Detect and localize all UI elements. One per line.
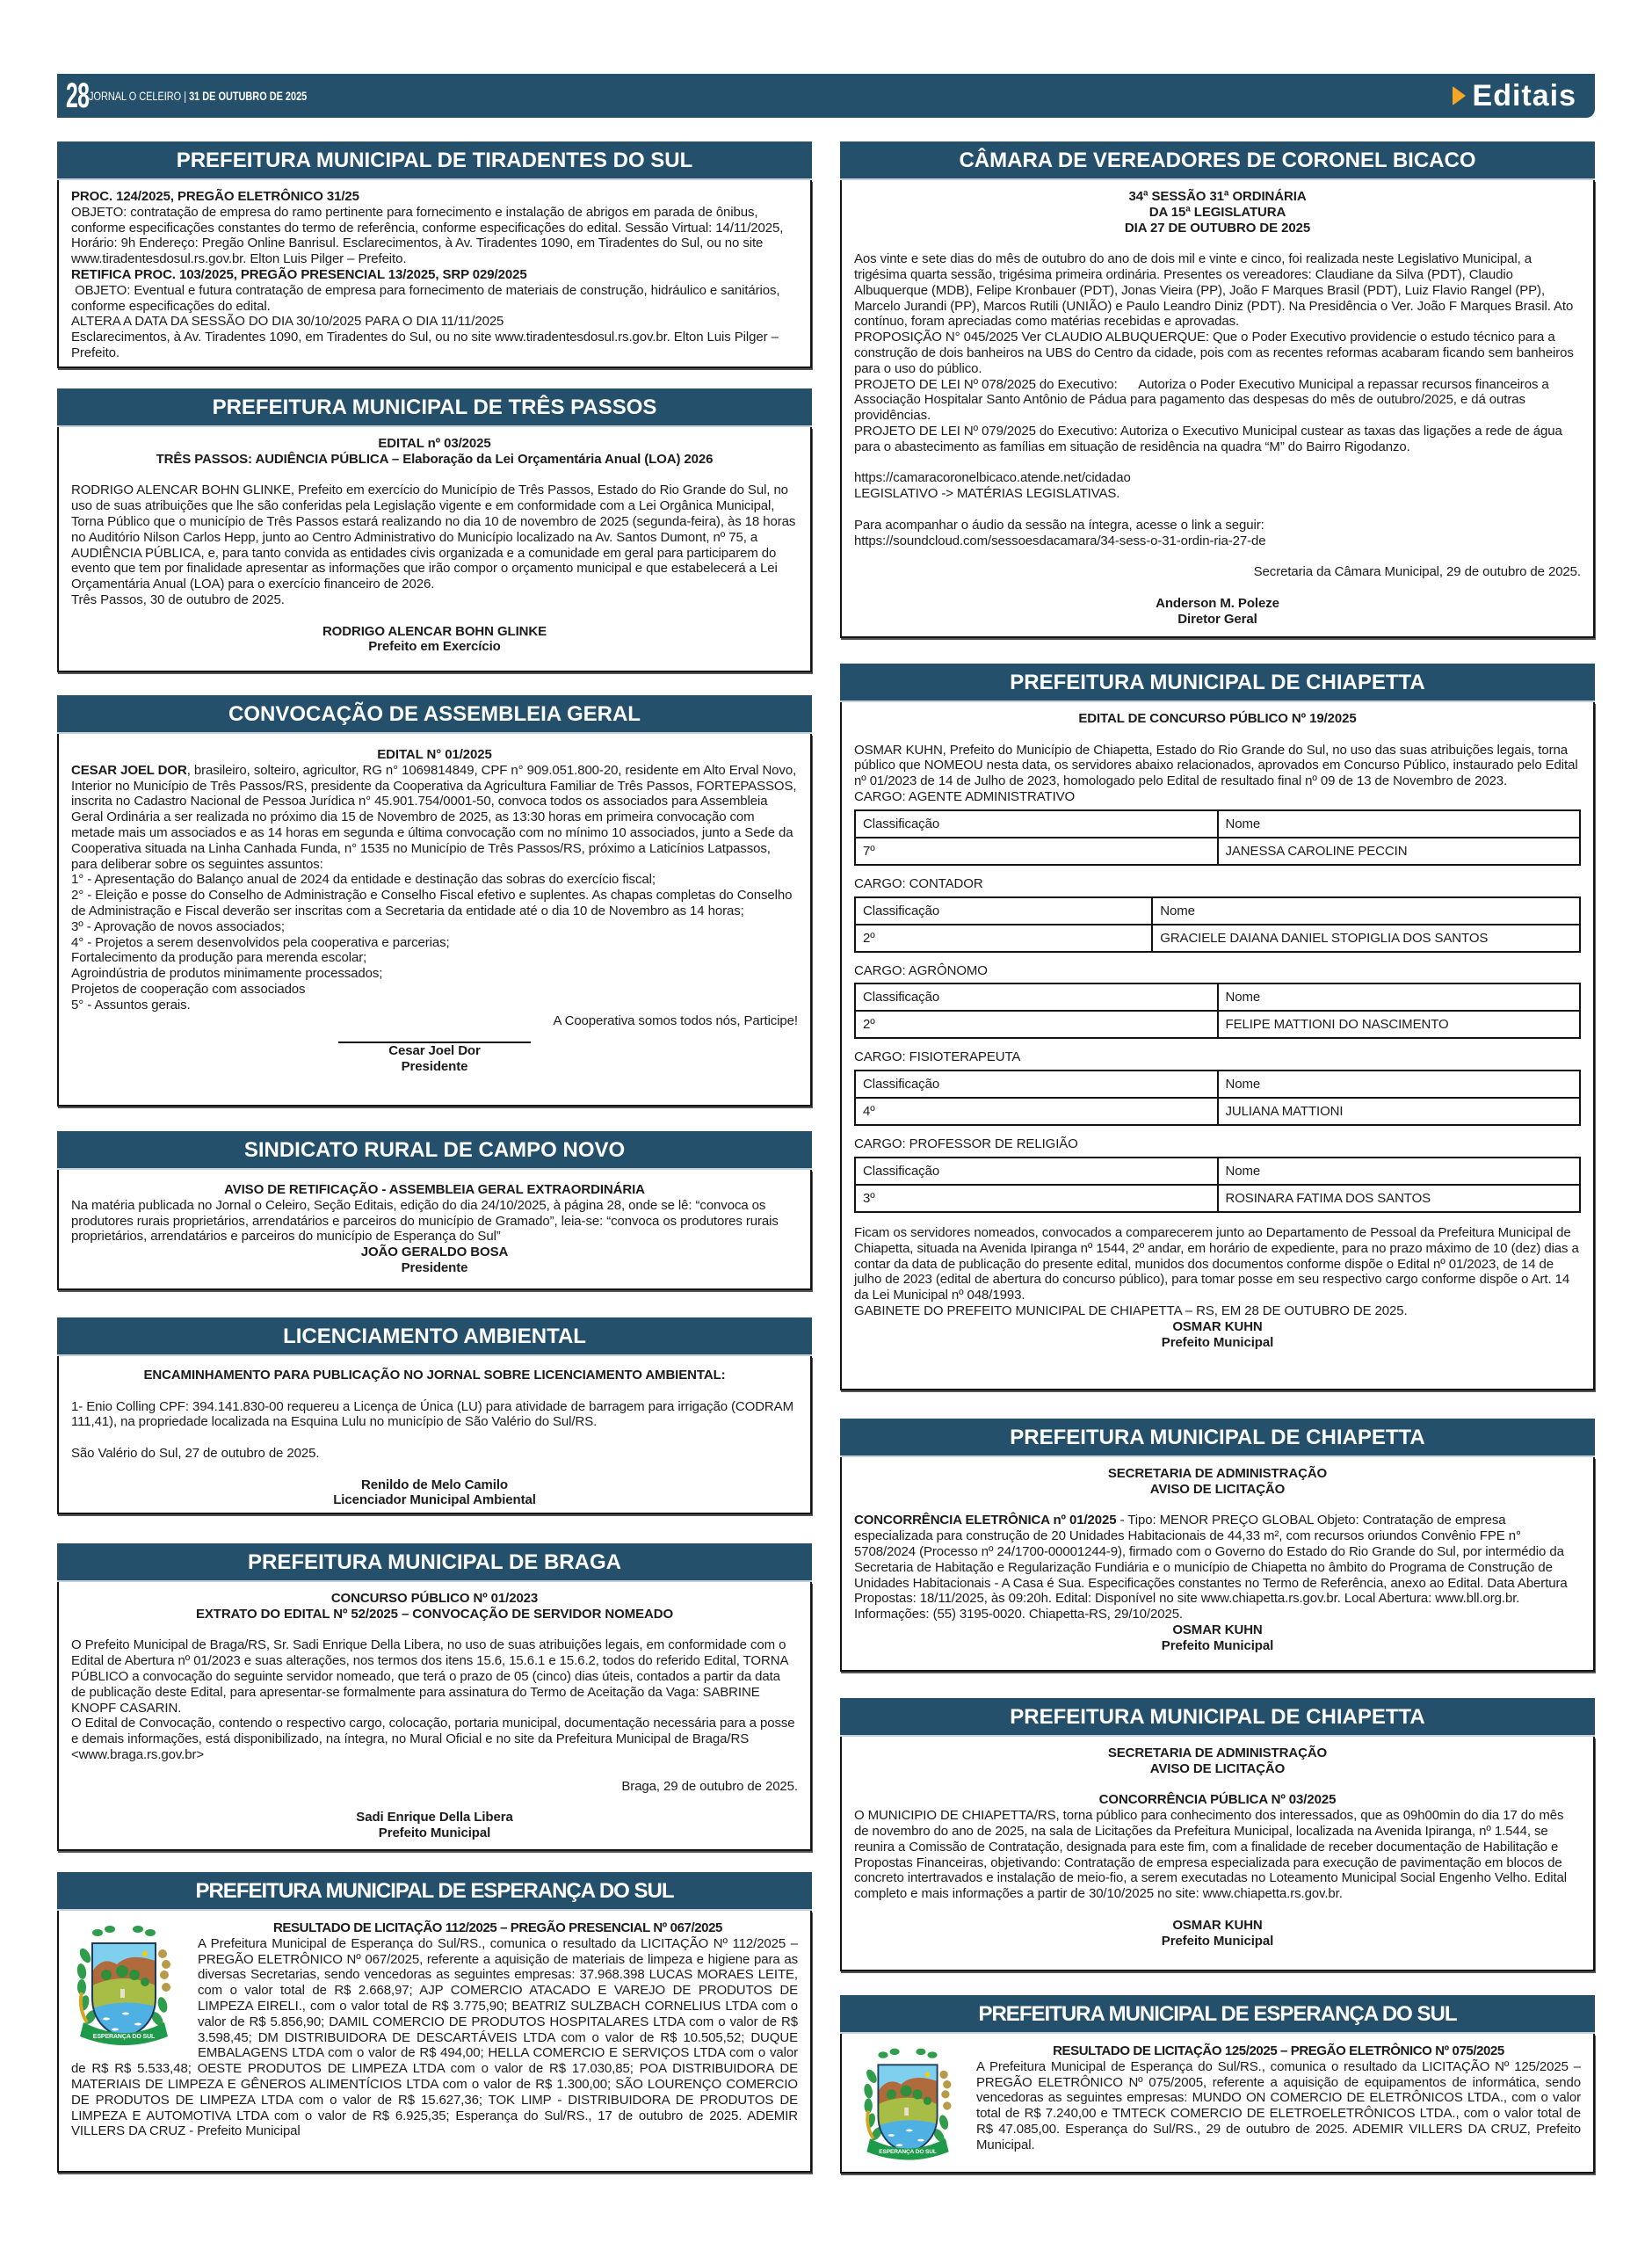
signer-role: Prefeito em Exercício: [368, 639, 501, 655]
cargo-label: CARGO: FISIOTERAPEUTA: [854, 1049, 1021, 1065]
date-change-notice: ALTERA A DATA DA SESSÃO DO DIA 30/10/2025 PARA O DIA 11/11/2025: [71, 314, 504, 330]
section-body: [57, 180, 812, 368]
notice-chiapetta-concorrencia-eletronica: [840, 1419, 1595, 1672]
page-number: 28: [66, 76, 90, 115]
name-cell: JANESSA CAROLINE PECCIN: [1218, 838, 1581, 865]
spacer: [854, 580, 1581, 596]
spacer: [854, 1498, 1581, 1513]
proposition: PROPOSIÇÃO N° 045/2025 Ver CLAUDIO ALBUQUERQUE: Que o Poder Executivo providencie o estudo técnico para a construção de dois banheiros na UBS do Centro da cidade, pois com as recentes reformas acabaram ficando sem banheiros para o uso do público.: [854, 330, 1574, 376]
bill: PROJETO DE LEI Nº 078/2025 do Executivo: Autoriza o Poder Executivo Municipal a repassar recursos financeiros a Associação Hospitalar Santo Antônio de Pádua para pagamento das despesas do mês de outubro/2025, e dá outras providências.: [854, 376, 1552, 424]
process-text: OBJETO: Eventual e futura contratação de empresa para fornecimento de materiais de construção, hidráulico e sanitários, conforme especificações do edital.: [71, 282, 784, 314]
signer-name: OSMAR KUHN: [1172, 1917, 1263, 1933]
spacer: [854, 548, 1581, 564]
notice-body: A Prefeitura Municipal de Esperança do Sul/RS., comunica o resultado da LICITAÇÃO Nº 125/2025 – PREGÃO ELETRÔNICO Nº 075/2005, referente a aquisição de equipamentos de informática, sendo vencedoras as seguintes empresas: MUNDO ON COMERCIO DE ELETRÔNICOS LTDA., com o valor total de R$ 7.240,00 e TMTECK COMERCIO DE ELETROELETRÔNICOS LTDA., com o valor total de R$ 47.085,00. Esperança do Sul/RS., 29 de outubro de 2025. ADEMIR VILLERS DA CRUZ, Prefeito Municipal.: [976, 2058, 1581, 2152]
notice-heading: RESULTADO DE LICITAÇÃO 125/2025 – PREGÃO ELETRÔNICO Nº 075/2025: [1053, 2043, 1504, 2058]
classification-cell: 4º: [855, 1098, 1218, 1125]
notice-heading: SECRETARIA DE ADMINISTRAÇÃO: [1107, 1466, 1328, 1481]
notice-intro: [71, 763, 798, 873]
section-body: [57, 427, 812, 672]
table-header-row: [855, 810, 1580, 838]
session-heading: DIA 27 DE OUTUBRO DE 2025: [1124, 220, 1311, 236]
signer-name: Cesar Joel Dor: [388, 1043, 481, 1059]
agenda-item: 4° - Projetos a serem desenvolvidos pela cooperativa e parcerias;: [71, 934, 450, 950]
tender-details: - Tipo: MENOR PREÇO GLOBAL Objeto: Contratação de empresa especializada para construção de 20 Unidades Habitacionais de 44,33 m², com recursos oriundos Convênio FPE n° 5708/2024 (Processo nº 24/1700-00001244-9), firmado com o Governo do Estado do Rio Grande do Sul, por intermédio da Secretaria de Habitação e Regularização Fundiária e o município de Chiapetta no âmbito do Programa de Construção de Unidades Habitacionais - A Casa é Sua. Especificações constantes no Termo de Referência, anexo ao Edital. Data Abertura Propostas: 18/11/2025, às 09:20h. Edital: Disponível no site www.chiapetta.rs.gov.br. Local Abertura: www.bll.org.br. Informações: (55) 3195-0020. Chiapetta-RS, 29/10/2025.: [854, 1513, 1568, 1622]
edition-date: 31 DE OUTUBRO DE 2025: [189, 89, 308, 103]
notice-body: Na matéria publicada no Jornal o Celeiro, Seção Editais, edição do dia 24/10/2025, à página 28, onde se lê: “convoca os produtores rurais proprietários, arrendatários e parceiros do município de Gramado”, leia-se: “convoca os produtores rurais proprietários, arrendatários e parceiros do município de Esperança do Sul”: [71, 1197, 779, 1245]
section-title: PREFEITURA MUNICIPAL DE CHIAPETTA: [840, 1419, 1595, 1457]
page-header: [57, 74, 1595, 118]
spacer: [71, 608, 798, 624]
closing-text: Ficam os servidores nomeados, convocados a comparecerem junto ao Departamento de Pessoal da Prefeitura Municipal de Chiapetta, situada na Avenida Ipiranga nº 1544, 2º andar, em horário de expediente, para no prazo máximo de 10 (dez) dias a contar da data de publicação do presente edital, munidos dos documentos conforme dispõe o Edital nº 01/2023, de 14 de julho de 2023 (edital de abertura do concurso público), para tomar posse em seu respectivo cargo conforme dispõe o Art. 14 da Lei Municipal nº 048/1993.: [854, 1224, 1579, 1303]
session-heading: 34ª SESSÃO 31ª ORDINÁRIA: [1128, 189, 1307, 204]
name-cell: FELIPE MATTIONI DO NASCIMENTO: [1218, 1011, 1581, 1038]
spacer: [854, 236, 1581, 251]
notice-body: O MUNICIPIO DE CHIAPETTA/RS, torna público para conhecimento dos interessados, que as 09h00min do dia 17 do mês de novembro do ano de 2025, na sala de Licitações da Prefeitura Municipal, localizada na Avenida Ipiranga, nº 1.544, se reunira a Comissão de Contratação, designada para este fim, com a finalidade de receber documentação de Habilitação e Propostas Financeiras, objetivando: Contratação de empresa especializada para execução de pavimentação em blocos de concreto intertravados e instalação de meio-fio, a serem executadas no Loteamento Municipal Social Engenho Velho. Edital completo e mais informações a partir de 30/10/2025 no site: www.chiapetta.rs.gov.br.: [854, 1808, 1567, 1902]
notice-body: RODRIGO ALENCAR BOHN GLINKE, Prefeito em exercício do Município de Três Passos, Estado do Rio Grande do Sul, no uso de suas atribuições que lhe são conferidas pela Legislação vigente e em conformidade com a Lei Orgânica Municipal, Torna Público que o município de Três Passos estará realizando no dia 10 de novembro de 2025 (segunda-feira), às 18 horas no Auditório Nilson Carlos Hepp, junto ao Centro Administrativo do Município localizado na Av. Santos Dumont, nº 75, a AUDIÊNCIA PÚBLICA, e, para tanto convida as entidades civis organizada e a comunidade em geral para participarem do evento que tem por finalidade apresentar as informações que irão compor o orçamento municipal e que estabelecerá a Lei Orçamentária Anual (LOA) para o exercício financeiro de 2026.: [71, 483, 796, 592]
session-heading: DA 15ª LEGISLATURA: [1148, 204, 1286, 220]
signer-name: JOÃO GERALDO BOSA: [360, 1245, 509, 1260]
section-title: PREFEITURA MUNICIPAL DE TIRADENTES DO SUL: [57, 142, 812, 180]
column-header-classification: Classificação: [855, 983, 1218, 1011]
name-cell: JULIANA MATTIONI: [1218, 1098, 1581, 1125]
appointment-table: [854, 1157, 1581, 1213]
process-text: OBJETO: contratação de empresa do ramo pertinente para fornecimento e instalação de abrigos em parada de ônibus, conforme especificações constantes do termo de referência, conforme especificações do edital. Sessão Virtual: 14/11/2025, Horário: 9h Endereço: Pregão Online Banrisul. Esclarecimentos, à Av. Tiradentes 1090, em Tiradentes do Sul, ou no site www.tiradentesdosul.rs.gov.br. Elton Luis Pilger – Prefeito.: [71, 204, 784, 267]
section-body: [840, 1737, 1595, 1971]
spacer: [71, 1622, 798, 1638]
cargo-label: CARGO: AGRÔNOMO: [854, 962, 988, 978]
publication-separator: |: [181, 89, 190, 103]
signer-name: OSMAR KUHN: [1172, 1622, 1263, 1637]
notice-heading: RESULTADO DE LICITAÇÃO 112/2025 – PREGÃO PRESENCIAL Nº 067/2025: [273, 1920, 722, 1935]
section-title: PREFEITURA MUNICIPAL DE CHIAPETTA: [840, 1698, 1595, 1737]
classification-cell: 2º: [855, 925, 1152, 952]
column-header-classification: Classificação: [855, 897, 1152, 925]
section-title: PREFEITURA MUNICIPAL DE ESPERANÇA DO SUL: [840, 1995, 1595, 2034]
edital-number: EDITAL N° 01/2025: [377, 747, 492, 762]
signer-name: Sadi Enrique Della Libera: [356, 1810, 513, 1825]
column-header-name: Nome: [1218, 810, 1581, 838]
notice-subheading: EXTRATO DO EDITAL Nº 52/2025 – CONVOCAÇÃO DE SERVIDOR NOMEADO: [195, 1606, 674, 1622]
cargo-label: CARGO: AGENTE ADMINISTRATIVO: [854, 788, 1076, 804]
column-header-classification: Classificação: [855, 1158, 1218, 1185]
name-cell: GRACIELE DAIANA DANIEL STOPIGLIA DOS SANTOS: [1152, 925, 1580, 952]
audio-link: https://soundcloud.com/sessoesdacamara/34-sess-o-31-ordin-ria-27-de: [854, 533, 1266, 548]
process-heading: RETIFICA PROC. 103/2025, PREGÃO PRESENCIAL 13/2025, SRP 029/2025: [71, 266, 527, 282]
section-title: PREFEITURA MUNICIPAL DE BRAGA: [57, 1543, 812, 1582]
notice-heading: AVISO DE LICITAÇÃO: [1149, 1481, 1286, 1497]
table-header-row: [855, 897, 1580, 925]
classification-cell: 3º: [855, 1185, 1218, 1212]
portal-path: LEGISLATIVO -> MATÉRIAS LEGISLATIVAS.: [854, 486, 1120, 502]
bill: PROJETO DE LEI Nº 079/2025 do Executivo: Autoriza o Executivo Municipal custear as taxas das ligações a rede de água para o abastecimento as famílias em situação de residência na quadra “M” do Bairro Rigodanzo.: [854, 423, 1562, 454]
signer-role: Prefeito Municipal: [1161, 1334, 1274, 1350]
notice-intro: OSMAR KUHN, Prefeito do Município de Chiapetta, Estado do Rio Grande do Sul, no uso das suas atribuições legais, torna público que NOMEOU nesta data, os servidores abaixo relacionados, aprovados em Concurso Público, instaurado pelo Edital nº 01/2023 de 14 de Julho de 2023, homologado pelo Edital de resultado final nº 09 de 13 de Novembro de 2023.: [854, 742, 1578, 789]
signer-role: Prefeito Municipal: [1161, 1637, 1274, 1653]
notice-heading: CONCURSO PÚBLICO Nº 01/2023: [330, 1591, 539, 1606]
appointment-table: [854, 1070, 1581, 1126]
notice-heading: EDITAL DE CONCURSO PÚBLICO Nº 19/2025: [1078, 711, 1357, 726]
section-title: PREFEITURA MUNICIPAL DE TRÊS PASSOS: [57, 388, 812, 427]
table-header-row: [855, 1158, 1580, 1185]
session-minutes: Aos vinte e sete dias do mês de outubro do ano de dois mil e vinte e cinco, foi realizada neste Legislativo Municipal, a trigésima quarta sessão, trigésima primeira ordinária. Presentes os vereadores: Claudiane da Silva (PDT), Claudio Albuquerque (MDB), Felipe Kronbauer (PDT), Jonas Vieira (PP), João F Marques Brasil (PDT), Luiz Flavio Rangel (PP), Marcelo Jurandi (PP), Marcos Rutili (UNIÃO) e Paulo Leandro Diniz (PDT). Na Presidência o Ver. João F Marques Brasil. Ato contínuo, foram apreciadas como matérias recebidas e aprovadas.: [854, 251, 1574, 330]
portal-link: https://camaracoronelbicaco.atende.net/cidadao: [854, 470, 1131, 486]
notice-licenciamento-ambiental: [57, 1317, 812, 1514]
column-header-name: Nome: [1152, 897, 1580, 925]
table-row: [855, 1098, 1580, 1125]
signer-name: Anderson M. Poleze: [1156, 595, 1279, 611]
convener-name: CESAR JOEL DOR: [71, 762, 187, 778]
coat-of-arms-icon: [71, 1920, 187, 2058]
table-row: [855, 1185, 1580, 1212]
spacer: [854, 727, 1581, 743]
agenda-item: 5° - Assuntos gerais.: [71, 997, 191, 1012]
section-title: PREFEITURA MUNICIPAL DE ESPERANÇA DO SUL: [57, 1872, 812, 1911]
spacer: [71, 1763, 798, 1779]
coat-of-arms-ribbon-text: ESPERANÇA DO SUL: [92, 2034, 156, 2040]
section-title: PREFEITURA MUNICIPAL DE CHIAPETTA: [840, 664, 1595, 702]
column-header-name: Nome: [1218, 1071, 1581, 1098]
play-triangle-icon: [1453, 86, 1466, 105]
section-body: [840, 1457, 1595, 1672]
signer-role: Diretor Geral: [1177, 611, 1257, 627]
notice-body: O Edital de Convocação, contendo o respectivo cargo, colocação, portaria municipal, documentação necessária para a posse e demais informações, está disponibilizado, na íntegra, no Mural Oficial e no site da Prefeitura Municipal de Braga/RS <www.braga.rs.gov.br>: [71, 1716, 795, 1762]
edital-number: EDITAL nº 03/2025: [378, 436, 491, 451]
section-body: [840, 702, 1595, 1390]
signer-role: Prefeito Municipal: [1161, 1933, 1274, 1949]
section-title: LICENCIAMENTO AMBIENTAL: [57, 1317, 812, 1356]
column-header-name: Nome: [1218, 1158, 1581, 1185]
section-body: [840, 2034, 1595, 2174]
section-body: [840, 180, 1595, 638]
section-body: [57, 1911, 812, 2173]
notice-date: Secretaria da Câmara Municipal, 29 de outubro de 2025.: [1253, 564, 1581, 580]
agenda-item: Projetos de cooperação com associados: [71, 981, 306, 997]
notice-date: Três Passos, 30 de outubro de 2025.: [71, 592, 285, 607]
signer-role: Presidente: [401, 1259, 468, 1275]
table-row: [855, 838, 1580, 865]
notice-tiradentes-do-sul: [57, 142, 812, 368]
column-header-classification: Classificação: [855, 1071, 1218, 1098]
section-body: [57, 1356, 812, 1514]
notice-convocacao-assembleia: [57, 695, 812, 1107]
agenda-item: 2° - Eleição e posse do Conselho de Administração e Conselho Fiscal efetivo e suplentes. As chapas completas do Conselho de Administração e Fiscal deverão ser inscritas com a Secretaria da entidade até o dia 10 de Novembro as 14 horas;: [71, 888, 793, 918]
notice-tres-passos: [57, 388, 812, 672]
publication-line: [89, 89, 307, 103]
signer-role: Prefeito Municipal: [378, 1825, 491, 1840]
notice-esperanca-do-sul-112: [57, 1872, 812, 2173]
spacer: [71, 1383, 798, 1399]
section-title: SINDICATO RURAL DE CAMPO NOVO: [57, 1131, 812, 1170]
signer-name: OSMAR KUHN: [1172, 1318, 1263, 1334]
intro-text: , brasileiro, solteiro, agricultor, RG n° 1069814849, CPF n° 909.051.800-20, residente em Alto Erval Novo, Interior no Município de Três Passos/RS, presidente da Cooperativa da Agricultura Familiar de Três Passos, FORTEPASSOS, inscrita no Cadastro Nacional de Pessoa Jurídica n° 45.901.754/0001-50, convoca todos os associados para Assembleia Geral Ordinária a ser realizada no próximo dia 15 de Novembro de 2025, as 13:30 horas em primeira convocação com metade mais um associados e as 14 horas em segunda e última convocação com no mínimo 10 associados, junto a Sede da Cooperativa situada na Linha Canhada Funda, n° 1535 no Município de Três Passos/RS, próximo a Laticínios Latpassos, para deliberar sobre os seguintes assuntos:: [71, 762, 797, 872]
section-body: [57, 734, 812, 1107]
contact-info: Esclarecimentos, à Av. Tiradentes 1090, em Tiradentes do Sul, ou no site www.tiradentesdosul.rs.gov.br. Elton Luis Pilger – Prefeito.: [71, 330, 779, 360]
tender-id: CONCORRÊNCIA PÚBLICA Nº 03/2025: [1098, 1792, 1337, 1808]
spacer: [71, 1430, 798, 1446]
notice-sindicato-campo-novo: [57, 1131, 812, 1290]
spacer: [71, 468, 798, 483]
cargo-label: CARGO: CONTADOR: [854, 875, 983, 891]
notice-chiapetta-concorrencia-publica: [840, 1698, 1595, 1971]
appointment-table: [854, 809, 1581, 866]
edital-subtitle: TRÊS PASSOS: AUDIÊNCIA PÚBLICA – Elaboração da Lei Orçamentária Anual (LOA) 2026: [156, 451, 714, 467]
coat-of-arms-ribbon-text: ESPERANÇA DO SUL: [879, 2149, 937, 2156]
signer-name: RODRIGO ALENCAR BOHN GLINKE: [322, 623, 547, 639]
publication-name: JORNAL O CELEIRO: [89, 89, 182, 103]
notice-camara-coronel-bicaco: [840, 142, 1595, 638]
table-row: [855, 1011, 1580, 1038]
notice-body: [854, 1513, 1581, 1622]
table-header-row: [855, 983, 1580, 1011]
name-cell: ROSINARA FATIMA DOS SANTOS: [1218, 1185, 1581, 1212]
spacer: [71, 1462, 798, 1477]
column-header-name: Nome: [1218, 983, 1581, 1011]
audio-text: Para acompanhar o áudio da sessão na íntegra, acesse o link a seguir:: [854, 517, 1264, 533]
spacer: [854, 455, 1581, 471]
table-header-row: [855, 1071, 1580, 1098]
column-header-classification: Classificação: [855, 810, 1218, 838]
appointment-table: [854, 896, 1581, 953]
notice-heading: AVISO DE RETIFICAÇÃO - ASSEMBLEIA GERAL EXTRAORDINÁRIA: [224, 1182, 645, 1197]
agenda-item: 3º - Aprovação de novos associados;: [71, 918, 285, 934]
signer-name: Renildo de Melo Camilo: [361, 1477, 508, 1492]
appointment-table: [854, 983, 1581, 1039]
slogan: A Cooperativa somos todos nós, Participe!: [553, 1012, 798, 1028]
spacer: [854, 1902, 1581, 1918]
section-title: CÂMARA DE VEREADORES DE CORONEL BICACO: [840, 142, 1595, 180]
coat-of-arms-graphic: [71, 1920, 177, 2052]
gabinete-line: GABINETE DO PREFEITO MUNICIPAL DE CHIAPETTA – RS, EM 28 DE OUTUBRO DE 2025.: [854, 1303, 1408, 1318]
tender-id: CONCORRÊNCIA ELETRÔNICA nº 01/2025: [854, 1513, 1117, 1528]
classification-cell: 7º: [855, 838, 1218, 865]
section-label: [1453, 76, 1576, 115]
section-body: [57, 1170, 812, 1290]
section-title: CONVOCAÇÃO DE ASSEMBLEIA GERAL: [57, 695, 812, 734]
process-heading: PROC. 124/2025, PREGÃO ELETRÔNICO 31/25: [71, 189, 359, 204]
notice-body: O Prefeito Municipal de Braga/RS, Sr. Sadi Enrique Della Libera, no uso de suas atribuições legais, em conformidade com o Edital de Abertura nº 01/2023 e suas alterações, nos termos dos itens 15.6, 15.6.1 e 15.6.2, todos do referido Edital, TORNA PÚBLICO a convocação do seguinte servidor nomeado, que terá o prazo de 05 (cinco) dias úteis, contados a partir da data de publicação deste Edital, para apresentar-se formalmente para assinatura do Termo de Aceitação da Vaga: SABRINE KNOPF CASARIN.: [71, 1637, 788, 1716]
table-row: [855, 925, 1580, 952]
coat-of-arms-graphic: [854, 2043, 961, 2167]
notice-heading: ENCAMINHAMENTO PARA PUBLICAÇÃO NO JORNAL SOBRE LICENCIAMENTO AMBIENTAL:: [143, 1368, 726, 1383]
signer-role: Presidente: [401, 1059, 468, 1075]
section-name: Editais: [1472, 79, 1576, 112]
agenda-item: Agroindústria de produtos minimamente processados;: [71, 966, 383, 982]
coat-of-arms-icon: [854, 2043, 976, 2174]
section-body: [57, 1582, 812, 1851]
notice-body: A Prefeitura Municipal de Esperança do Sul/RS., comunica o resultado da LICITAÇÃO Nº 112/2025 – PREGÃO ELETRÔNICO Nº 067/2025, referente a aquisição de materiais de limpeza e higiene para as diversas Secretarias, sendo vencedoras as seguintes empresas: 37.968.398 LUCAS MORAES LEITE, com o valor total de R$ 2.668,97; AJP COMERCIO ATACADO E VAREJO DE PRODUTOS DE LIMPEZA EIRELI., com o valor total de R$ 3.775,90; BEATRIZ SULZBACH CORNELIUS LTDA com o valor de R$ 5.856,90; DAMIL COMERCIO DE PRODUTOS HOSPITALARES LTDA com o valor de R$ 3.598,45; DM DISTRIBUIDORA DE DESCARTÁVEIS LTDA com o valor de R$ 10.505,52; DUQUE EMBALAGENS LTDA com o valor de R$ 494,00; HELLA COMERCIO E SERVIÇOS LTDA com o valor de R$ R$ 5.533,48; OESTE PRODUTOS DE LIMPEZA LTDA com o valor de R$ 17.030,85; POA DISTRIBUIDORA DE MATERIAIS DE LIMPEZA E GÊNEROS ALIMENTÍCIOS LTDA com o valor de R$ 1.300,00; SÃO LOURENÇO COMERCIO DE PRODUTOS DE LIMPEZA LTDA com o valor de R$ 15.627,36; TOK LIMP - DISTRIBUIDORA DE PRODUTOS DE LIMPEZA E AUTOMOTIVA LTDA com o valor de R$ 6.925,35; Esperança do Sul/RS., 17 de outubro de 2025. ADEMIR VILLERS DA CRUZ - Prefeito Municipal: [71, 1935, 798, 2139]
notice-chiapetta-concurso: [840, 664, 1595, 1390]
notice-braga: [57, 1543, 812, 1851]
classification-cell: 2º: [855, 1011, 1218, 1038]
agenda-item: 1° - Apresentação do Balanço anual de 2024 da entidade e destinação das sobras do exercício fiscal;: [71, 872, 656, 888]
notice-body: 1- Enio Colling CPF: 394.141.830-00 requereu a Licença de Única (LU) para atividade de barragem para irrigação (CODRAM 111,41), na propriedade localizada na Esquina Lulu no município de São Valério do Sul/RS.: [71, 1398, 793, 1430]
spacer: [71, 1794, 798, 1810]
notice-date: Braga, 29 de outubro de 2025.: [621, 1778, 798, 1794]
notice-esperanca-do-sul-125: [840, 1995, 1595, 2174]
spacer: [854, 1777, 1581, 1793]
signer-role: Licenciador Municipal Ambiental: [333, 1492, 536, 1508]
agenda-item: Fortalecimento da produção para merenda escolar;: [71, 950, 367, 966]
cargo-label: CARGO: PROFESSOR DE RELIGIÃO: [854, 1136, 1078, 1152]
notice-heading: AVISO DE LICITAÇÃO: [1149, 1760, 1286, 1776]
notice-date: São Valério do Sul, 27 de outubro de 2025.: [71, 1445, 320, 1461]
spacer: [854, 502, 1581, 518]
notice-heading: SECRETARIA DE ADMINISTRAÇÃO: [1107, 1746, 1328, 1760]
